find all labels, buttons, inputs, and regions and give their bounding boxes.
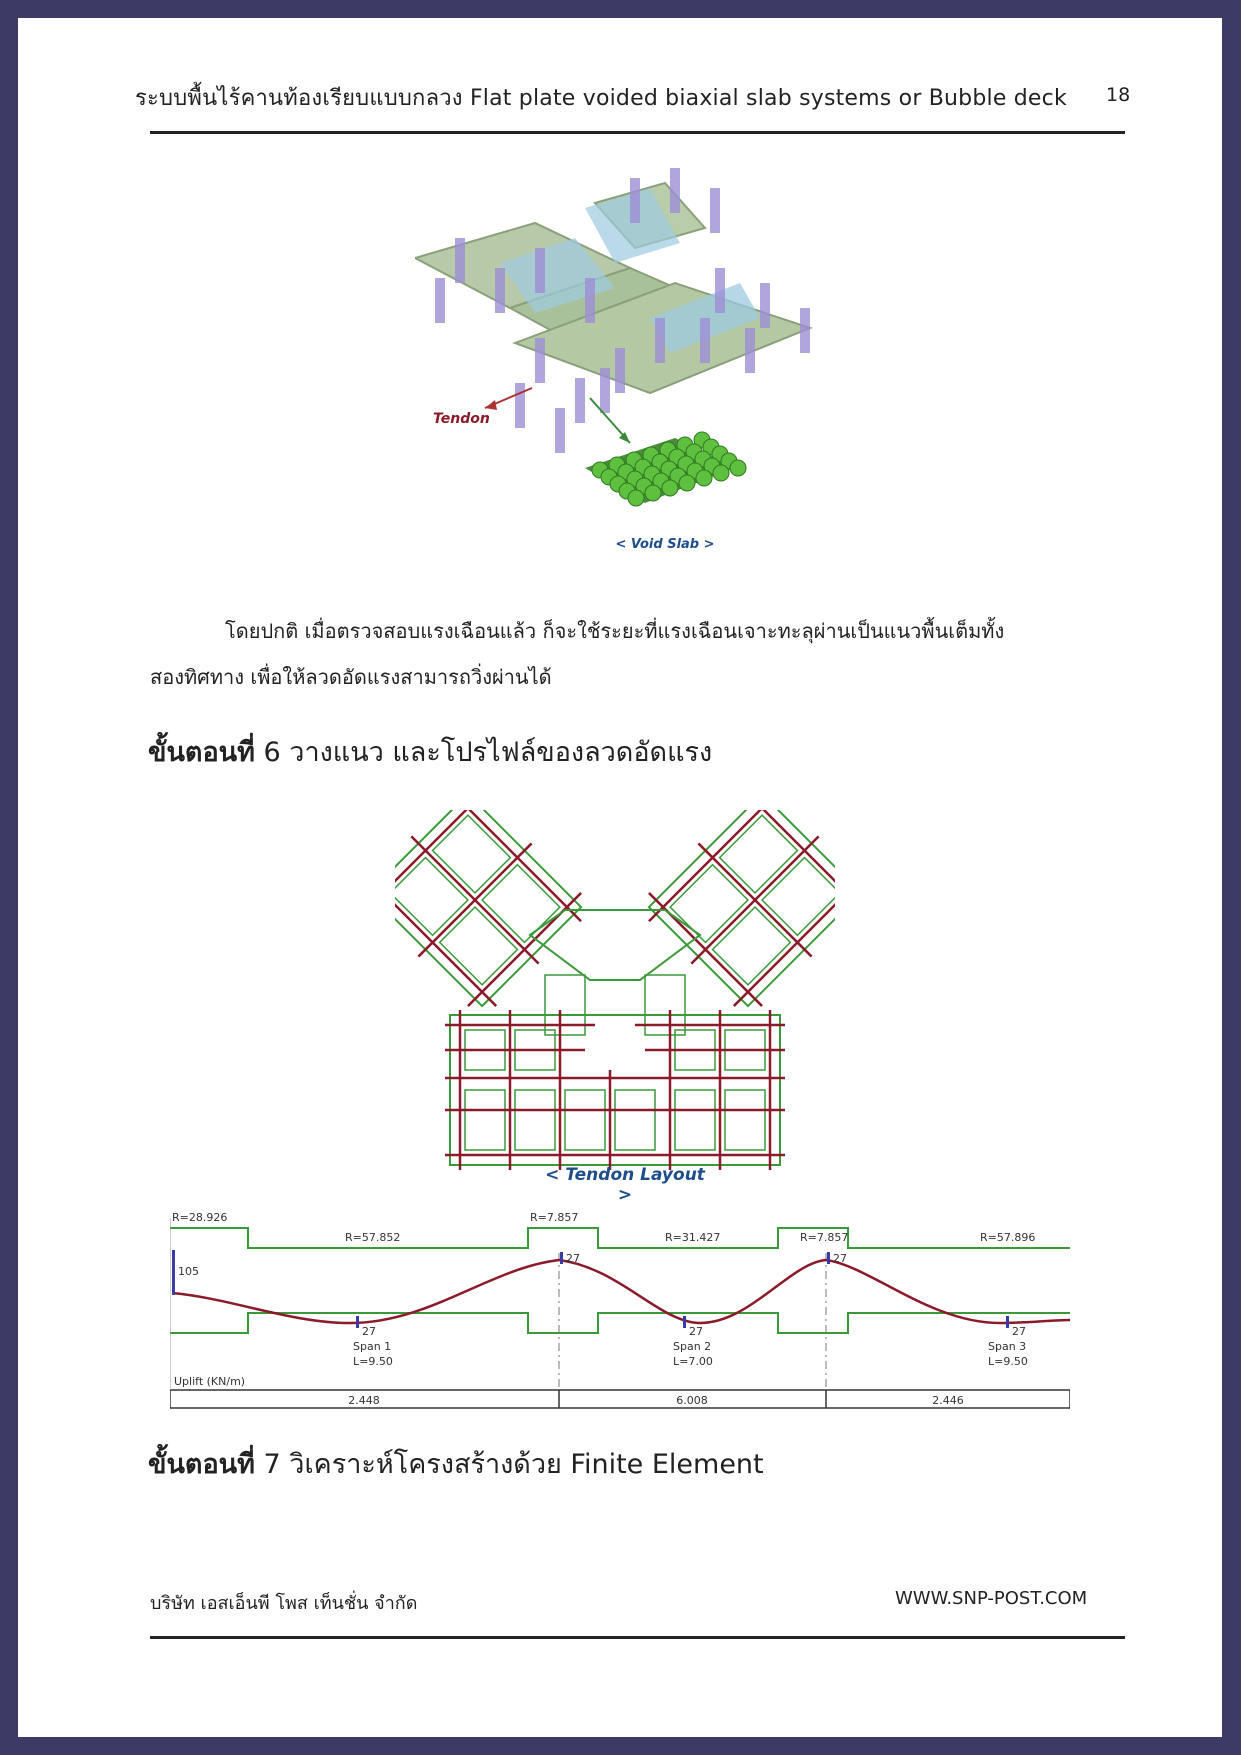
- tendon-layout-plan: [395, 810, 835, 1195]
- void-bubble: [730, 460, 746, 476]
- void-bubble: [696, 470, 712, 486]
- height-support1: 27: [566, 1252, 580, 1265]
- step-7-heading: [148, 1442, 764, 1485]
- void-bubble: [662, 480, 678, 496]
- r-support2: R=7.857: [800, 1231, 849, 1244]
- step-6-label: ขั้นตอนที่: [148, 737, 255, 768]
- void-slab-caption: < Void Slab >: [615, 537, 715, 552]
- r-span2: R=31.427: [665, 1231, 721, 1244]
- step-6-number: 6: [263, 737, 281, 768]
- uplift-span1: 2.448: [348, 1394, 380, 1407]
- void-bubble: [679, 475, 695, 491]
- beam-outline: [170, 1228, 1070, 1333]
- footer-company: บริษัท เอสเอ็นพี โพส เท็นชั่น จำกัด: [150, 1593, 418, 1614]
- footer-website: WWW.SNP-POST.COM: [895, 1588, 1088, 1609]
- uplift-label: Uplift (KN/m): [174, 1375, 246, 1388]
- r-span3: R=57.896: [980, 1231, 1036, 1244]
- step-6-heading: [148, 730, 712, 773]
- r-left: R=28.926: [172, 1211, 228, 1224]
- uplift-span3: 2.446: [932, 1394, 964, 1407]
- void-bubble: [713, 465, 729, 481]
- uplift-span2: 6.008: [676, 1394, 708, 1407]
- void-slab-illustration: [415, 168, 825, 568]
- r-span1: R=57.852: [345, 1231, 401, 1244]
- step-6-text: วางแนว และโปรไฟล์ของลวดอัดแรง: [289, 737, 713, 768]
- tendon-layout-caption: < Tendon Layout >: [545, 1165, 705, 1205]
- uplift-table: [170, 1390, 1070, 1408]
- height-span2: 27: [689, 1325, 703, 1338]
- void-bubble: [628, 490, 644, 506]
- footer-rule: [150, 1636, 1125, 1639]
- height-span1: 27: [362, 1325, 376, 1338]
- height-end: 105: [178, 1265, 199, 1278]
- tendon-label: Tendon: [433, 411, 490, 427]
- span2-name: Span 2: [673, 1340, 712, 1353]
- span3-length: L=9.50: [988, 1355, 1028, 1368]
- paragraph-line-1: โดยปกติ เมื่อตรวจสอบแรงเฉือนแล้ว ก็จะใช้ระยะที่แรงเฉือนเจาะทะลุผ่านเป็นแนวพื้นเต็มทั้ง: [225, 619, 1005, 643]
- span1-name: Span 1: [353, 1340, 392, 1353]
- span3-name: Span 3: [988, 1340, 1027, 1353]
- span1-length: L=9.50: [353, 1355, 393, 1368]
- header-rule: [150, 131, 1125, 134]
- span2-length: L=7.00: [673, 1355, 713, 1368]
- page-number: 18: [1106, 84, 1131, 106]
- tendon-profile-diagram: [170, 1208, 1070, 1413]
- step-7-text: วิเคราะห์โครงสร้างด้วย Finite Element: [289, 1449, 764, 1480]
- paragraph-line-2: สองทิศทาง เพื่อให้ลวดอัดแรงสามารถวิ่งผ่านได้: [150, 665, 552, 689]
- step-7-label: ขั้นตอนที่: [148, 1449, 255, 1480]
- tendon-layout-drawing: [395, 810, 835, 1170]
- height-support2: 27: [833, 1252, 847, 1265]
- r-support1: R=7.857: [530, 1211, 579, 1224]
- step-7-number: 7: [263, 1449, 281, 1480]
- void-bubble: [645, 485, 661, 501]
- header-title: ระบบพื้นไร้คานท้องเรียบแบบกลวง Flat plate voided biaxial slab systems or Bubble deck: [135, 86, 1067, 111]
- height-span3: 27: [1012, 1325, 1026, 1338]
